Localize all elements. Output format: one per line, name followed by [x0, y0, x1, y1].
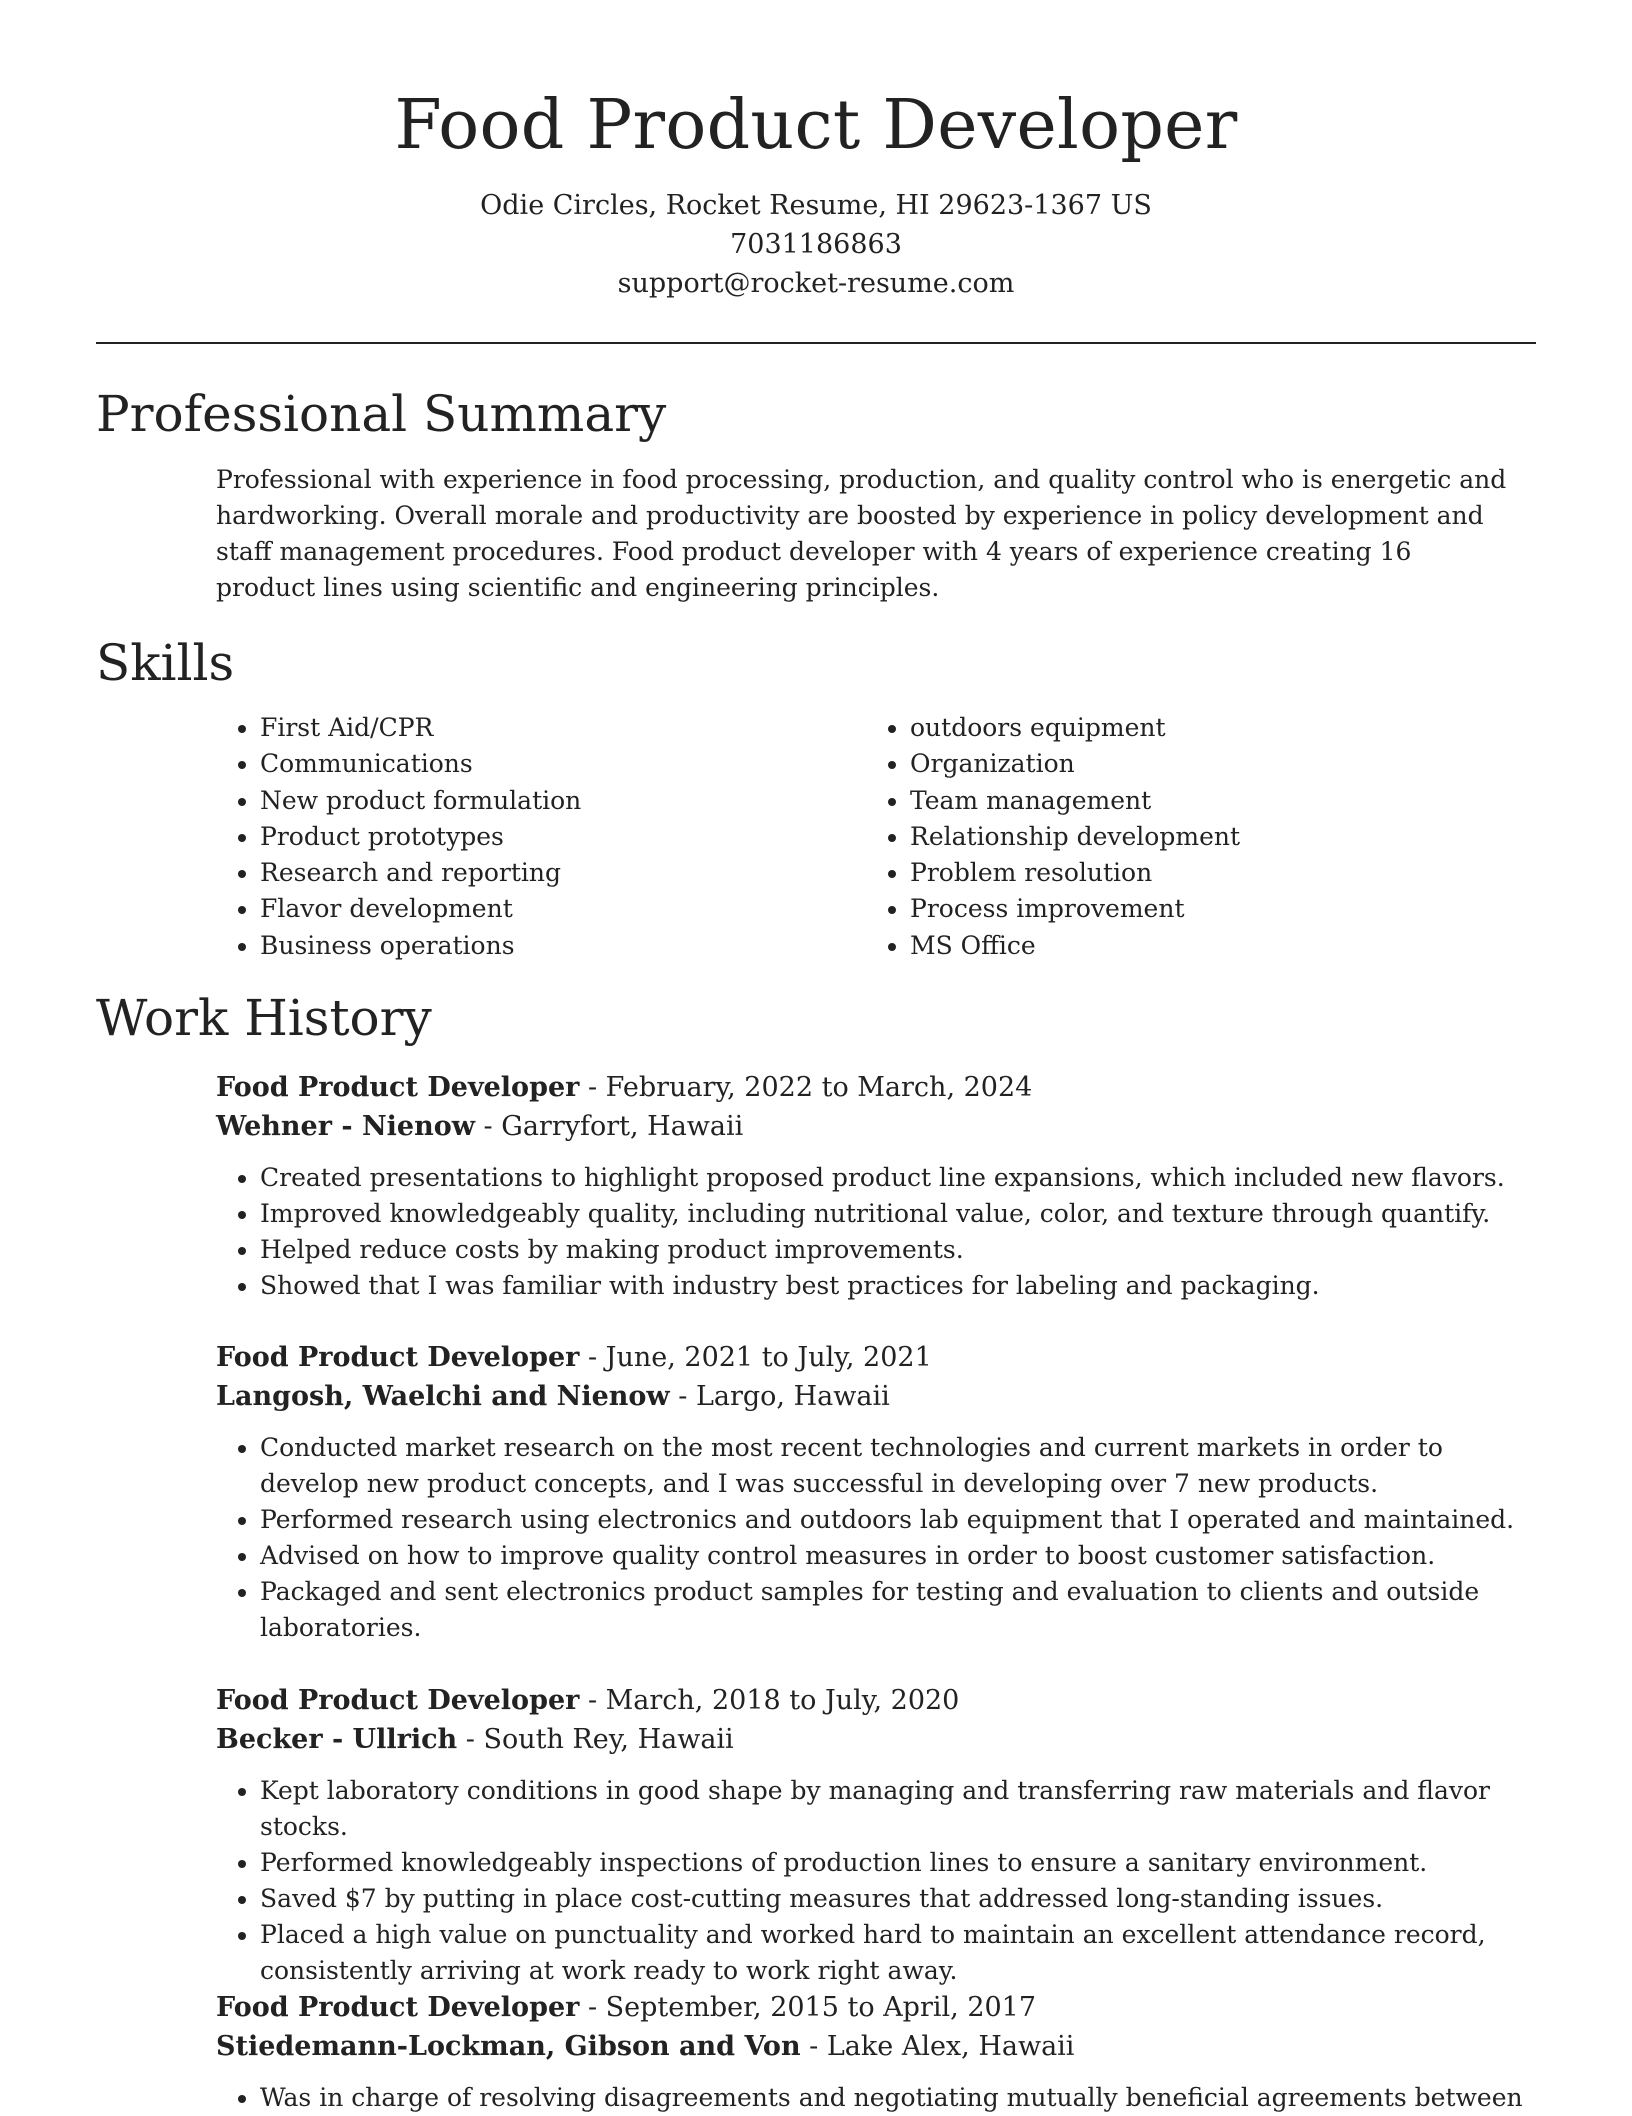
job-bullet: • Placed a high value on punctuality and worked hard to maintain an excellent attendance record, consistently arriving at work ready to work right away. [260, 1917, 1536, 1989]
skills-list-left [216, 710, 880, 964]
job-location: - Lake Alex, Hawaii [800, 2031, 1075, 2062]
job-bullets [216, 1160, 1536, 1304]
job-company-line [216, 2027, 1536, 2066]
skill-item: • Process improvement [910, 891, 1530, 927]
skills-list-right [866, 710, 1530, 964]
skill-item: • First Aid/CPR [260, 710, 880, 746]
skill-item: • Organization [910, 746, 1530, 782]
contact-email: support@rocket-resume.com [617, 268, 1015, 299]
job-bullet: • Performed research using electronics and outdoors lab equipment that I operated and maintained. [260, 1502, 1536, 1538]
job-title: Food Product Developer [216, 1685, 580, 1716]
job-company: Langosh, Waelchi and Nienow [216, 1381, 670, 1412]
job-title-line [216, 1068, 1536, 1107]
page-title: Food Product Developer [394, 86, 1238, 165]
job-bullet: • Advised on how to improve quality control measures in order to boost customer satisfaction. [260, 1538, 1536, 1574]
job-bullet: • Performed knowledgeably inspections of production lines to ensure a sanitary environment. [260, 1845, 1536, 1881]
job-bullet: • Was in charge of resolving disagreements and negotiating mutually beneficial agreements between [260, 2080, 1536, 2116]
job-entry [216, 1681, 1536, 1989]
job-bullets [216, 2080, 1536, 2116]
skills-heading: Skills [96, 634, 235, 692]
skill-item: • New product formulation [260, 783, 880, 819]
skill-item: • Flavor development [260, 891, 880, 927]
job-location: - South Rey, Hawaii [457, 1724, 734, 1755]
job-company-line [216, 1720, 1536, 1759]
contact-address: Odie Circles, Rocket Resume, HI 29623-1367 US [480, 190, 1152, 221]
contact-block [0, 186, 1632, 303]
job-location: - Garryfort, Hawaii [474, 1111, 744, 1142]
skill-item: • Product prototypes [260, 819, 880, 855]
job-dates: - June, 2021 to July, 2021 [579, 1342, 932, 1373]
job-company-line [216, 1107, 1536, 1146]
job-bullet: • Created presentations to highlight proposed product line expansions, which included new flavors. [260, 1160, 1536, 1196]
job-entry [216, 1338, 1536, 1646]
job-company: Stiedemann-Lockman, Gibson and Von [216, 2031, 801, 2062]
summary-heading: Professional Summary [96, 385, 667, 443]
job-title: Food Product Developer [216, 1072, 580, 1103]
job-bullets [216, 1430, 1536, 1646]
job-bullet: • Kept laboratory conditions in good shape by managing and transferring raw materials and flavor stocks. [260, 1773, 1536, 1845]
header-divider [96, 342, 1536, 344]
summary-text: Professional with experience in food processing, production, and quality control who is energetic and hardworking. Overall morale and productivity are boosted by experience in policy development and staff management procedures. Food product developer with 4 years of experience creating 16 product lines using scientific and engineering principles. [216, 465, 1507, 602]
job-bullet: • Showed that I was familiar with industry best practices for labeling and packaging. [260, 1268, 1536, 1304]
job-entry [216, 1988, 1536, 2116]
job-company: Wehner - Nienow [216, 1111, 475, 1142]
skill-item: • Business operations [260, 928, 880, 964]
job-title-line [216, 1338, 1536, 1377]
skill-item: • Team management [910, 783, 1530, 819]
job-entry [216, 1068, 1536, 1304]
job-company: Becker - Ullrich [216, 1724, 458, 1755]
job-company-line [216, 1377, 1536, 1416]
job-bullets [216, 1773, 1536, 1989]
job-title-line [216, 1988, 1536, 2027]
skill-item: • Problem resolution [910, 855, 1530, 891]
skill-item: • Communications [260, 746, 880, 782]
job-title-line [216, 1681, 1536, 1720]
job-location: - Largo, Hawaii [669, 1381, 890, 1412]
job-bullet: • Helped reduce costs by making product improvements. [260, 1232, 1536, 1268]
job-bullet: • Saved $7 by putting in place cost-cutting measures that addressed long-standing issues. [260, 1881, 1536, 1917]
job-bullet: • Packaged and sent electronics product samples for testing and evaluation to clients and outside laboratories. [260, 1574, 1536, 1646]
skill-item: • Research and reporting [260, 855, 880, 891]
job-title: Food Product Developer [216, 1342, 580, 1373]
job-bullet: • Improved knowledgeably quality, including nutritional value, color, and texture through quantify. [260, 1196, 1536, 1232]
skill-item: • outdoors equipment [910, 710, 1530, 746]
job-bullet: • Conducted market research on the most recent technologies and current markets in order to develop new product concepts, and I was successful in developing over 7 new products. [260, 1430, 1536, 1502]
skill-item: • Relationship development [910, 819, 1530, 855]
skill-item: • MS Office [910, 928, 1530, 964]
job-dates: - March, 2018 to July, 2020 [579, 1685, 960, 1716]
job-dates: - September, 2015 to April, 2017 [579, 1992, 1037, 2023]
resume-header [0, 80, 1632, 303]
work-history-heading: Work History [96, 989, 432, 1047]
contact-phone: 7031186863 [730, 229, 902, 260]
job-title: Food Product Developer [216, 1992, 580, 2023]
job-dates: - February, 2022 to March, 2024 [579, 1072, 1033, 1103]
